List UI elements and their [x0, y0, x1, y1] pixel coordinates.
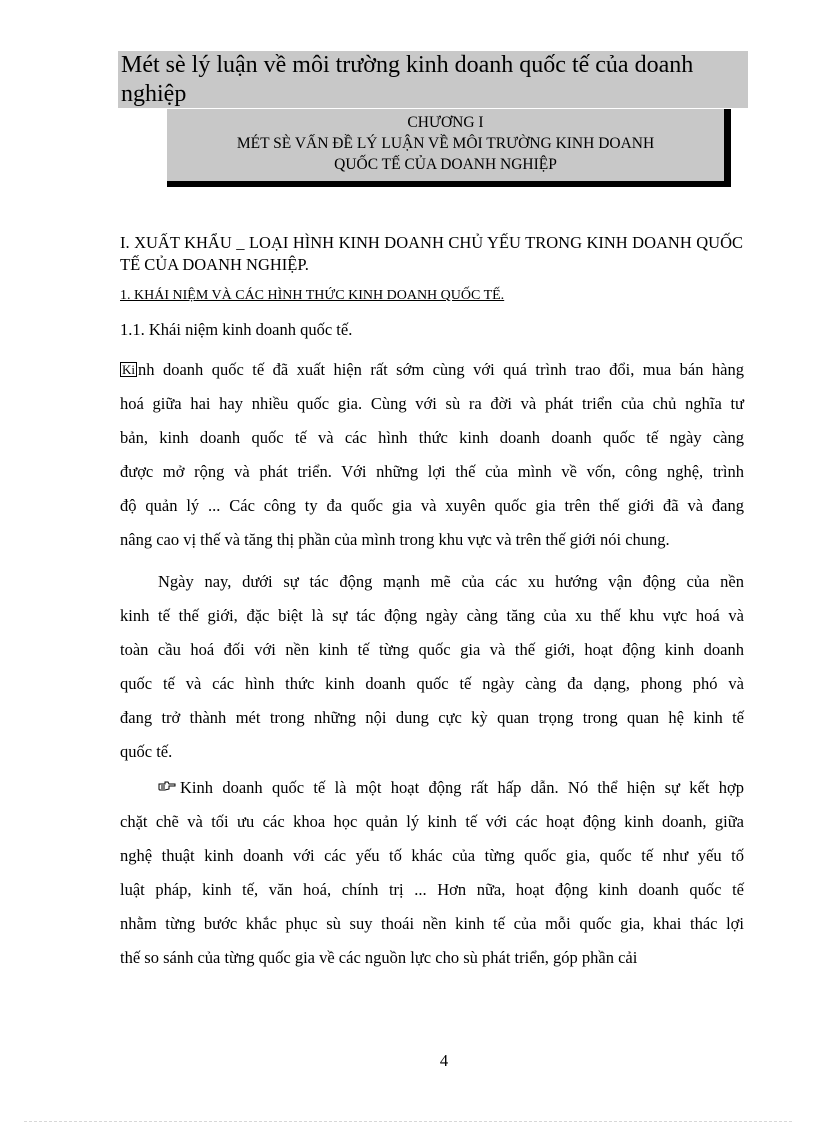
page-end-divider — [24, 1121, 792, 1122]
chapter-title-line-2: QUỐC TẾ CỦA DOANH NGHIỆP — [334, 156, 557, 173]
paragraph-3 — [120, 771, 744, 975]
chapter-heading-box — [167, 109, 731, 187]
page-number: 4 — [439, 1051, 449, 1070]
paragraph-2 — [120, 565, 744, 769]
paragraph-line — [120, 771, 744, 805]
paragraph-line — [120, 353, 744, 387]
chapter-number: CHƯƠNG I — [407, 114, 484, 131]
paragraph-line: bản, kinh doanh quốc tế và các hình thức kinh doanh doanh quốc tế ngày càng — [120, 428, 744, 447]
paragraph-line: quốc tế. — [120, 742, 173, 761]
section-heading: I. XUẤT KHẨU _ LOẠI HÌNH KINH DOANH CHỦ YẾU TRONG KINH DOANH QUỐC TẾ CỦA DOANH NGHIỆP. — [120, 233, 743, 274]
paragraph-line: luật pháp, kinh tế, văn hoá, chính trị ... Hơn nữa, hoạt động kinh doanh quốc tế — [120, 880, 744, 899]
paragraph-line: hoá giữa hai hay nhiều quốc gia. Cùng với sù ra đời và phát triển của chủ nghĩa tư — [120, 394, 744, 413]
paragraph-line-text: nh doanh quốc tế đã xuất hiện rất sớm cùng với quá trình trao đổi, mua bán hàng — [138, 360, 744, 379]
sub-heading: 1. KHÁI NIỆM VÀ CÁC HÌNH THỨC KINH DOANH QUỐC TẾ. — [120, 288, 505, 303]
drop-glyph: Ki — [122, 362, 135, 377]
paragraph-line: quốc tế và các hình thức kinh doanh quốc tế ngày càng đa dạng, phong phó và — [120, 674, 744, 693]
paragraph-line: được mở rộng và phát triển. Với những lợi thế của mình về vốn, công nghệ, trình — [120, 462, 744, 481]
paragraph-line: kinh tế thế giới, đặc biệt là sự tác động ngày càng tăng của xu thế khu vực hoá và — [120, 606, 744, 625]
paragraph-line: toàn cầu hoá đối với nền kinh tế từng quốc gia và thế giới, hoạt động kinh doanh — [120, 640, 744, 659]
document-title: Mét sè lý luận về môi trường kinh doanh quốc tế của doanh nghiệp — [118, 51, 748, 108]
paragraph-line-text: Kinh doanh quốc tế là một hoạt động rất hấp dẫn. Nó thể hiện sự kết hợp — [180, 778, 744, 797]
chapter-title-line-1: MÉT SÈ VẤN ĐỀ LÝ LUẬN VỀ MÔI TRƯỜNG KINH DOANH — [236, 135, 655, 152]
paragraph-1 — [120, 353, 744, 557]
paragraph-line: đang trở thành mét trong những nội dung cực kỳ quan trọng trong quan hệ kinh tế — [120, 708, 744, 727]
paragraph-line: nhằm từng bước khắc phục sù suy thoái nền kinh tế của mỗi quốc gia, khai thác lợi — [120, 914, 744, 933]
paragraph-line: nghệ thuật kinh doanh với các yếu tố khác của từng quốc gia, quốc tế như yếu tố — [120, 846, 744, 865]
paragraph-line: Ngày nay, dưới sự tác động mạnh mẽ của các xu hướng vận động của nền — [158, 572, 744, 591]
paragraph-line: chặt chẽ và tối ưu các khoa học quản lý kinh tế với các hoạt động kinh doanh, giữa — [120, 812, 744, 831]
paragraph-line: thế so sánh của từng quốc gia về các nguồn lực cho sù phát triển, góp phần cải — [120, 948, 638, 967]
paragraph-line: nâng cao vị thế và tăng thị phần của mình trong khu vực và trên thế giới nói chung. — [120, 530, 670, 549]
subsub-heading: 1.1. Khái niệm kinh doanh quốc tế. — [120, 320, 353, 339]
paragraph-line: độ quản lý ... Các công ty đa quốc gia và xuyên quốc gia trên thế giới đã và đang — [120, 496, 744, 515]
pointing-hand-icon — [158, 781, 176, 791]
